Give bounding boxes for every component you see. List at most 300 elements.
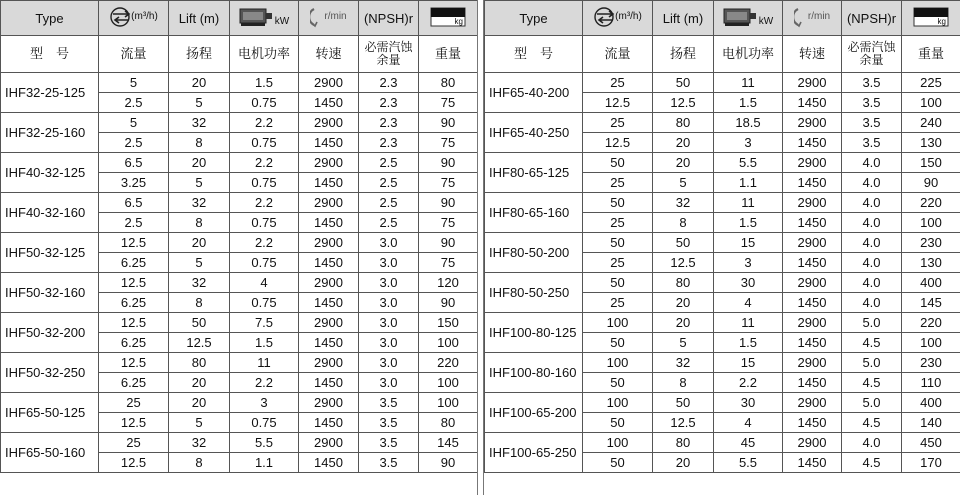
- model-cell: IHF50-32-160: [1, 273, 99, 313]
- npsh-cell: 3.0: [359, 353, 419, 373]
- model-cell: IHF65-40-250: [485, 113, 583, 153]
- model-cell: IHF80-50-200: [485, 233, 583, 273]
- flow-cell: 50: [583, 233, 653, 253]
- model-cell: IHF100-65-250: [485, 433, 583, 473]
- speed-cell: 1450: [783, 173, 842, 193]
- power-cell: 2.2: [230, 193, 299, 213]
- flow-cell: 25: [583, 253, 653, 273]
- model-cell: IHF80-65-125: [485, 153, 583, 193]
- speed-cell: 2900: [299, 273, 359, 293]
- npsh-cell: 4.0: [842, 253, 902, 273]
- weight-cell: 75: [419, 133, 478, 153]
- flow-cell: 2.5: [99, 133, 169, 153]
- power-cell: 2.2: [230, 113, 299, 133]
- lift-cell: 32: [169, 433, 230, 453]
- power-unit: kW: [758, 16, 774, 27]
- header-npsh: (NPSH)r: [359, 1, 419, 36]
- weight-cell: 400: [902, 273, 960, 293]
- model-cell: IHF40-32-125: [1, 153, 99, 193]
- speed-cell: 2900: [299, 73, 359, 93]
- speed-cell: 2900: [299, 193, 359, 213]
- model-cell: IHF100-80-160: [485, 353, 583, 393]
- weight-cell: 90: [419, 153, 478, 173]
- power-cell: 7.5: [230, 313, 299, 333]
- header-power-box: [723, 7, 773, 27]
- lift-cell: 8: [653, 373, 714, 393]
- model-cell: IHF40-32-160: [1, 193, 99, 233]
- speed-cell: 1450: [299, 213, 359, 233]
- lift-cell: 5: [169, 253, 230, 273]
- weight-cell: 220: [902, 313, 960, 333]
- speed-cell: 2900: [299, 313, 359, 333]
- header-lift-label: 扬程: [653, 36, 714, 73]
- header-flow: [99, 1, 169, 36]
- npsh-cell: 4.0: [842, 213, 902, 233]
- lift-cell: 50: [653, 393, 714, 413]
- power-cell: 1.1: [230, 453, 299, 473]
- npsh-cell: 3.5: [842, 73, 902, 93]
- power-cell: 15: [714, 233, 783, 253]
- table-row: [1, 273, 478, 293]
- weight-cell: 75: [419, 173, 478, 193]
- weight-cell: 100: [902, 213, 960, 233]
- lift-cell: 12.5: [653, 253, 714, 273]
- table-row: [485, 113, 960, 133]
- weight-cell: 220: [902, 193, 960, 213]
- weight-cell: 145: [419, 433, 478, 453]
- npsh-cell: 4.5: [842, 373, 902, 393]
- speed-cell: 2900: [783, 153, 842, 173]
- speed-cell: 1450: [299, 373, 359, 393]
- flow-cell: 50: [583, 453, 653, 473]
- model-cell: IHF65-50-160: [1, 433, 99, 473]
- flow-cell: 25: [583, 113, 653, 133]
- header-flow: [583, 1, 653, 36]
- speed-cell: 2900: [783, 273, 842, 293]
- speed-cell: 2900: [783, 393, 842, 413]
- flow-unit: (m³/h): [131, 11, 158, 22]
- weight-cell: 130: [902, 133, 960, 153]
- power-cell: 1.5: [230, 73, 299, 93]
- model-cell: IHF100-80-125: [485, 313, 583, 353]
- table-row: [1, 433, 478, 453]
- model-cell: IHF80-50-250: [485, 273, 583, 313]
- header-row-labels: [485, 36, 960, 73]
- speed-cell: 2900: [299, 113, 359, 133]
- lift-cell: 32: [169, 273, 230, 293]
- header-speed: [783, 1, 842, 36]
- table-row: [1, 193, 478, 213]
- power-cell: 2.2: [714, 373, 783, 393]
- weight-unit: kg: [454, 17, 463, 26]
- power-cell: 3: [714, 133, 783, 153]
- lift-cell: 32: [653, 353, 714, 373]
- npsh-cell: 3.5: [359, 453, 419, 473]
- lift-cell: 8: [169, 133, 230, 153]
- spec-table-right: [484, 0, 960, 495]
- flow-cell: 25: [583, 173, 653, 193]
- npsh-cell: 3.5: [359, 433, 419, 453]
- lift-cell: 80: [653, 433, 714, 453]
- flow-cell: 6.25: [99, 293, 169, 313]
- power-cell: 11: [230, 353, 299, 373]
- flow-cell: 50: [583, 273, 653, 293]
- flow-cell: 5: [99, 73, 169, 93]
- speed-cell: 1450: [299, 293, 359, 313]
- spec-table: [484, 0, 960, 473]
- header-type: Type: [485, 1, 583, 36]
- weight-cell: 100: [902, 333, 960, 353]
- npsh-cell: 5.0: [842, 353, 902, 373]
- header-lift: Lift (m): [653, 1, 714, 36]
- weight-cell: 220: [419, 353, 478, 373]
- table-row: [485, 73, 960, 93]
- speed-cell: 1450: [783, 293, 842, 313]
- lift-cell: 50: [653, 233, 714, 253]
- npsh-cell: 3.0: [359, 333, 419, 353]
- speed-cell: 1450: [783, 253, 842, 273]
- flow-cell: 100: [583, 393, 653, 413]
- lift-cell: 20: [169, 393, 230, 413]
- power-cell: 5.5: [230, 433, 299, 453]
- weight-cell: 90: [902, 173, 960, 193]
- weight-cell: 225: [902, 73, 960, 93]
- npsh-cell: 2.5: [359, 193, 419, 213]
- table-row: [485, 273, 960, 293]
- table-row: [485, 353, 960, 373]
- power-cell: 1.5: [714, 93, 783, 113]
- weight-unit: kg: [937, 17, 946, 26]
- model-cell: IHF80-65-160: [485, 193, 583, 233]
- power-cell: 15: [714, 353, 783, 373]
- speed-cell: 2900: [783, 193, 842, 213]
- speed-cell: 1450: [783, 333, 842, 353]
- npsh-cell: 4.0: [842, 293, 902, 313]
- model-cell: IHF32-25-125: [1, 73, 99, 113]
- lift-cell: 20: [169, 73, 230, 93]
- lift-cell: 8: [169, 293, 230, 313]
- power-cell: 2.2: [230, 233, 299, 253]
- weight-cell: 100: [902, 93, 960, 113]
- flow-cell: 50: [583, 413, 653, 433]
- flow-cell: 100: [583, 433, 653, 453]
- weight-cell: 90: [419, 193, 478, 213]
- weight-cell: 90: [419, 293, 478, 313]
- power-cell: 0.75: [230, 413, 299, 433]
- flow-cell: 12.5: [99, 233, 169, 253]
- flow-cell: 25: [99, 433, 169, 453]
- weight-cell: 90: [419, 113, 478, 133]
- npsh-cell: 3.0: [359, 253, 419, 273]
- lift-cell: 5: [169, 93, 230, 113]
- power-cell: 45: [714, 433, 783, 453]
- speed-cell: 1450: [783, 213, 842, 233]
- power-cell: 11: [714, 73, 783, 93]
- table-row: [1, 393, 478, 413]
- flow-cell: 12.5: [99, 273, 169, 293]
- weight-cell: 100: [419, 393, 478, 413]
- npsh-cell: 3.0: [359, 273, 419, 293]
- speed-cell: 1450: [783, 413, 842, 433]
- speed-cell: 1450: [783, 373, 842, 393]
- power-unit: kW: [274, 16, 290, 27]
- flow-cell: 25: [583, 213, 653, 233]
- power-cell: 1.5: [714, 333, 783, 353]
- power-cell: 5.5: [714, 153, 783, 173]
- speed-cell: 2900: [783, 233, 842, 253]
- speed-unit: r/min: [324, 11, 347, 22]
- weight-cell: 80: [419, 73, 478, 93]
- npsh-cell: 5.0: [842, 393, 902, 413]
- speed-cell: 2900: [299, 433, 359, 453]
- lift-cell: 20: [653, 133, 714, 153]
- npsh-cell: 4.5: [842, 333, 902, 353]
- weight-cell: 75: [419, 213, 478, 233]
- flow-cell: 12.5: [99, 313, 169, 333]
- lift-cell: 20: [169, 373, 230, 393]
- speed-cell: 2900: [783, 433, 842, 453]
- speed-cell: 1450: [299, 253, 359, 273]
- npsh-cell: 3.5: [842, 133, 902, 153]
- header-flow-label: 流量: [583, 36, 653, 73]
- weight-cell: 150: [902, 153, 960, 173]
- header-model-label: 型 号: [1, 36, 99, 73]
- power-cell: 18.5: [714, 113, 783, 133]
- header-speed-label: 转速: [783, 36, 842, 73]
- weight-cell: 150: [419, 313, 478, 333]
- flow-cell: 6.25: [99, 253, 169, 273]
- speed-cell: 1450: [299, 453, 359, 473]
- npsh-cell: 4.0: [842, 433, 902, 453]
- power-cell: 3: [714, 253, 783, 273]
- lift-cell: 32: [653, 193, 714, 213]
- table-row: [1, 353, 478, 373]
- header-model-label: 型 号: [485, 36, 583, 73]
- header-speed-box: [310, 6, 346, 28]
- spec-table: [0, 0, 478, 473]
- header-lift-label: 扬程: [169, 36, 230, 73]
- header-speed: [299, 1, 359, 36]
- flow-cell: 12.5: [583, 133, 653, 153]
- lift-cell: 50: [169, 313, 230, 333]
- power-cell: 4: [714, 413, 783, 433]
- weight-cell: 90: [419, 233, 478, 253]
- lift-cell: 5: [169, 413, 230, 433]
- npsh-cell: 3.0: [359, 313, 419, 333]
- speed-cell: 2900: [299, 233, 359, 253]
- header-row-labels: [1, 36, 478, 73]
- header-npsh: (NPSH)r: [842, 1, 902, 36]
- flow-cell: 3.25: [99, 173, 169, 193]
- npsh-cell: 3.5: [842, 93, 902, 113]
- npsh-cell: 3.5: [359, 393, 419, 413]
- weight-cell: 140: [902, 413, 960, 433]
- npsh-cell: 2.3: [359, 133, 419, 153]
- npsh-cell: 2.5: [359, 153, 419, 173]
- flow-cell: 50: [583, 193, 653, 213]
- model-cell: IHF65-50-125: [1, 393, 99, 433]
- npsh-cell: 2.3: [359, 113, 419, 133]
- power-cell: 11: [714, 313, 783, 333]
- header-flow-box: [593, 6, 642, 28]
- table-row: [1, 113, 478, 133]
- flow-cell: 50: [583, 153, 653, 173]
- npsh-cell: 4.0: [842, 153, 902, 173]
- flow-cell: 100: [583, 313, 653, 333]
- header-power: [714, 1, 783, 36]
- table-row: [485, 393, 960, 413]
- table-row: [485, 433, 960, 453]
- npsh-cell: 2.5: [359, 213, 419, 233]
- speed-unit: r/min: [807, 11, 831, 22]
- lift-cell: 8: [653, 213, 714, 233]
- lift-cell: 5: [653, 173, 714, 193]
- header-flow-label: 流量: [99, 36, 169, 73]
- weight-cell: 90: [419, 453, 478, 473]
- lift-cell: 32: [169, 113, 230, 133]
- speed-cell: 1450: [783, 133, 842, 153]
- model-cell: IHF65-40-200: [485, 73, 583, 113]
- power-cell: 3: [230, 393, 299, 413]
- spec-table-left: [0, 0, 477, 495]
- speed-cell: 1450: [299, 333, 359, 353]
- power-cell: 30: [714, 273, 783, 293]
- lift-cell: 8: [169, 453, 230, 473]
- npsh-cell: 4.0: [842, 273, 902, 293]
- npsh-cell: 3.5: [359, 413, 419, 433]
- table-row: [1, 153, 478, 173]
- flow-cell: 6.25: [99, 373, 169, 393]
- lift-cell: 20: [653, 453, 714, 473]
- power-cell: 0.75: [230, 253, 299, 273]
- lift-cell: 20: [653, 293, 714, 313]
- header-npsh-label: 必需汽蚀余量: [842, 36, 902, 73]
- header-power-box: [239, 7, 289, 27]
- npsh-cell: 2.3: [359, 93, 419, 113]
- header-weight: [419, 1, 478, 36]
- npsh-cell: 5.0: [842, 313, 902, 333]
- flow-cell: 2.5: [99, 93, 169, 113]
- lift-cell: 20: [169, 153, 230, 173]
- power-cell: 0.75: [230, 213, 299, 233]
- table-row: [485, 233, 960, 253]
- lift-cell: 5: [169, 173, 230, 193]
- header-type: Type: [1, 1, 99, 36]
- power-cell: 4: [230, 273, 299, 293]
- weight-cell: 130: [902, 253, 960, 273]
- lift-cell: 50: [653, 73, 714, 93]
- weight-cell: 110: [902, 373, 960, 393]
- table-row: [1, 313, 478, 333]
- npsh-cell: 4.0: [842, 173, 902, 193]
- npsh-cell: 3.0: [359, 233, 419, 253]
- npsh-cell: 4.5: [842, 453, 902, 473]
- speed-cell: 2900: [299, 153, 359, 173]
- flow-cell: 12.5: [583, 93, 653, 113]
- flow-cell: 2.5: [99, 213, 169, 233]
- header-weight: [902, 1, 960, 36]
- table-divider: [477, 0, 484, 495]
- flow-cell: 5: [99, 113, 169, 133]
- header-speed-label: 转速: [299, 36, 359, 73]
- flow-cell: 100: [583, 353, 653, 373]
- lift-cell: 12.5: [653, 93, 714, 113]
- weight-cell: 120: [419, 273, 478, 293]
- npsh-cell: 3.0: [359, 293, 419, 313]
- header-weight-label: 重量: [902, 36, 960, 73]
- table-row: [1, 233, 478, 253]
- weight-cell: 400: [902, 393, 960, 413]
- header-row-symbols: [1, 1, 478, 36]
- power-cell: 0.75: [230, 293, 299, 313]
- npsh-cell: 2.5: [359, 173, 419, 193]
- lift-cell: 8: [169, 213, 230, 233]
- weight-cell: 170: [902, 453, 960, 473]
- weight-cell: 75: [419, 93, 478, 113]
- power-cell: 1.5: [714, 213, 783, 233]
- flow-cell: 25: [99, 393, 169, 413]
- motor-icon: [723, 7, 757, 27]
- model-cell: IHF32-25-160: [1, 113, 99, 153]
- weight-cell: 100: [419, 373, 478, 393]
- header-lift: Lift (m): [169, 1, 230, 36]
- header-power: [230, 1, 299, 36]
- model-cell: IHF50-32-250: [1, 353, 99, 393]
- npsh-cell: 3.5: [842, 113, 902, 133]
- weight-cell: 230: [902, 353, 960, 373]
- npsh-cell: 4.0: [842, 193, 902, 213]
- flow-cell: 25: [583, 293, 653, 313]
- model-cell: IHF50-32-125: [1, 233, 99, 273]
- speed-cell: 1450: [299, 93, 359, 113]
- header-weight-label: 重量: [419, 36, 478, 73]
- speed-cell: 1450: [783, 453, 842, 473]
- lift-cell: 20: [653, 313, 714, 333]
- weight-cell: 80: [419, 413, 478, 433]
- power-cell: 30: [714, 393, 783, 413]
- flow-cell: 25: [583, 73, 653, 93]
- weight-cell: 145: [902, 293, 960, 313]
- motor-icon: [239, 7, 273, 27]
- weight-cell: 100: [419, 333, 478, 353]
- header-flow-box: [109, 6, 158, 28]
- flow-unit: (m³/h): [615, 11, 642, 22]
- power-cell: 0.75: [230, 173, 299, 193]
- lift-cell: 12.5: [169, 333, 230, 353]
- header-weight-box: [913, 7, 949, 27]
- lift-cell: 80: [653, 273, 714, 293]
- weight-cell: 450: [902, 433, 960, 453]
- flow-cell: 50: [583, 333, 653, 353]
- lift-cell: 80: [169, 353, 230, 373]
- power-cell: 4: [714, 293, 783, 313]
- power-cell: 0.75: [230, 133, 299, 153]
- header-row-symbols: [485, 1, 960, 36]
- flow-cell: 12.5: [99, 353, 169, 373]
- weight-cell: 75: [419, 253, 478, 273]
- power-cell: 1.5: [230, 333, 299, 353]
- speed-cell: 2900: [783, 113, 842, 133]
- speed-cell: 1450: [299, 173, 359, 193]
- speed-cell: 2900: [783, 353, 842, 373]
- lift-cell: 20: [169, 233, 230, 253]
- speed-cell: 1450: [299, 413, 359, 433]
- npsh-cell: 2.3: [359, 73, 419, 93]
- speed-cell: 2900: [783, 313, 842, 333]
- header-power-label: 电机功率: [230, 36, 299, 73]
- flow-cell: 6.5: [99, 193, 169, 213]
- power-cell: 2.2: [230, 153, 299, 173]
